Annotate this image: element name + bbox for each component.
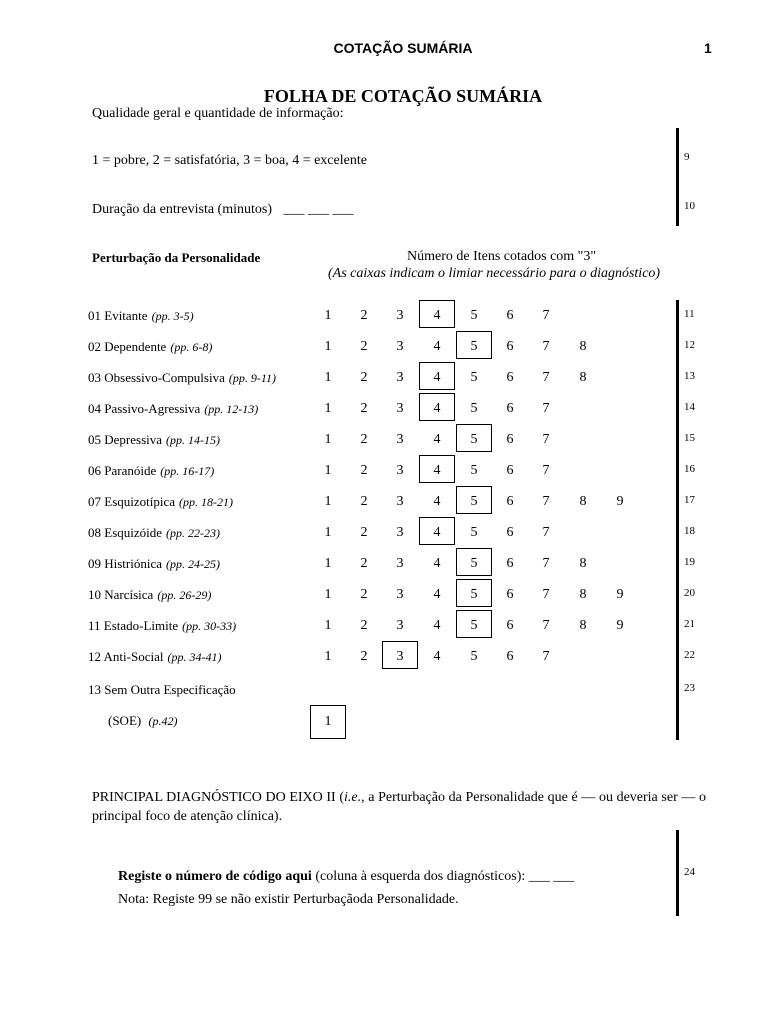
count-option[interactable]: 2: [360, 649, 368, 664]
duration-label: [92, 202, 354, 218]
soe-label: 13 Sem Outra Especificação: [88, 682, 236, 697]
row-pages: (pp. 24-25): [166, 557, 221, 571]
count-option[interactable]: 5: [470, 401, 478, 416]
count-option[interactable]: 3: [396, 556, 404, 571]
count-option[interactable]: 6: [506, 525, 514, 540]
register-code-rest[interactable]: (coluna à esquerda dos diagnósticos): ___ ___: [311, 869, 575, 884]
count-option[interactable]: 3: [396, 525, 404, 540]
count-option[interactable]: 1: [324, 339, 332, 354]
count-option[interactable]: 7: [542, 494, 550, 509]
count-option[interactable]: 1: [324, 401, 332, 416]
count-option[interactable]: 7: [542, 339, 550, 354]
count-option[interactable]: 8: [579, 494, 587, 509]
count-option[interactable]: 7: [542, 401, 550, 416]
count-option[interactable]: 5: [470, 618, 478, 633]
quality-label: Qualidade geral e quantidade de informação:: [92, 106, 344, 121]
row-label-text: 11 Estado-Limite: [88, 618, 179, 633]
threshold-box: [456, 610, 492, 638]
count-option[interactable]: 4: [433, 618, 441, 633]
row-pages: (pp. 26-29): [157, 588, 212, 602]
soe-abbrev: (SOE): [108, 713, 142, 728]
col-header-disorder: Perturbação da Personalidade: [92, 250, 261, 265]
count-option[interactable]: 7: [542, 556, 550, 571]
form-title: FOLHA DE COTAÇÃO SUMÁRIA: [263, 86, 543, 106]
count-option[interactable]: 4: [433, 556, 441, 571]
threshold-box: [456, 548, 492, 576]
count-option[interactable]: 6: [506, 339, 514, 354]
count-option[interactable]: 3: [396, 308, 404, 323]
count-option[interactable]: 8: [579, 556, 587, 571]
quality-scale: 1 = pobre, 2 = satisfatória, 3 = boa, 4 = excelente: [92, 153, 367, 168]
row-code: 12: [684, 339, 695, 351]
row-label: [88, 308, 194, 324]
count-option[interactable]: 1: [324, 618, 332, 633]
count-option[interactable]: 3: [396, 401, 404, 416]
row-label: [88, 494, 233, 510]
count-option[interactable]: 9: [616, 494, 624, 509]
count-option[interactable]: 3: [396, 370, 404, 385]
count-option[interactable]: 7: [542, 308, 550, 323]
register-note: Nota: Registe 99 se não existir Perturbaçãoda Personalidade.: [118, 892, 459, 907]
soe-code: 23: [684, 682, 695, 694]
quality-code: 9: [684, 151, 690, 163]
count-option[interactable]: 5: [470, 339, 478, 354]
row-label-text: 07 Esquizotípica: [88, 494, 176, 509]
count-option[interactable]: 3: [396, 587, 404, 602]
row-label-text: 12 Anti-Social: [88, 649, 164, 664]
count-option[interactable]: 3: [396, 432, 404, 447]
row-pages: (pp. 6-8): [170, 340, 213, 354]
count-option[interactable]: 5: [470, 463, 478, 478]
row-label: [88, 463, 214, 479]
count-option[interactable]: 2: [360, 618, 368, 633]
row-label: [88, 587, 211, 603]
count-option[interactable]: 2: [360, 525, 368, 540]
row-pages: (pp. 16-17): [160, 464, 215, 478]
principal-code: 24: [684, 866, 695, 878]
count-option[interactable]: 4: [433, 339, 441, 354]
row-pages: (pp. 9-11): [228, 371, 276, 385]
register-code-line: [118, 869, 574, 885]
count-option[interactable]: 4: [433, 401, 441, 416]
threshold-box: [419, 455, 455, 483]
count-option[interactable]: 6: [506, 463, 514, 478]
count-option[interactable]: 8: [579, 587, 587, 602]
col-header-note: (As caixas indicam o limiar necessário para o diagnóstico): [328, 266, 661, 281]
count-option[interactable]: 5: [470, 494, 478, 509]
count-option[interactable]: 5: [470, 525, 478, 540]
duration-label-text: Duração da entrevista (minutos): [92, 202, 272, 217]
row-code: 17: [684, 494, 695, 506]
count-option[interactable]: 1: [324, 587, 332, 602]
count-option[interactable]: 6: [506, 494, 514, 509]
count-option[interactable]: 1: [324, 432, 332, 447]
count-option[interactable]: 5: [470, 587, 478, 602]
count-option[interactable]: 1: [324, 370, 332, 385]
row-code: 21: [684, 618, 695, 630]
count-option[interactable]: 6: [506, 308, 514, 323]
page-number: 1: [704, 40, 712, 56]
count-option[interactable]: 2: [360, 339, 368, 354]
row-pages: (pp. 34-41): [167, 650, 222, 664]
count-option[interactable]: 5: [470, 432, 478, 447]
row-code: 20: [684, 587, 695, 599]
row-code: 13: [684, 370, 695, 382]
count-option[interactable]: 1: [324, 308, 332, 323]
code-column-rule-bottom: [676, 830, 679, 916]
count-option[interactable]: 1: [324, 649, 332, 664]
row-pages: (pp. 30-33): [182, 619, 237, 633]
count-option[interactable]: 2: [360, 432, 368, 447]
count-option[interactable]: 4: [433, 494, 441, 509]
count-option[interactable]: 1: [324, 494, 332, 509]
row-code: 14: [684, 401, 695, 413]
count-option[interactable]: 3: [396, 494, 404, 509]
threshold-box: [382, 641, 418, 669]
threshold-box: [456, 579, 492, 607]
row-pages: (pp. 18-21): [179, 495, 234, 509]
row-pages: (pp. 12-13): [204, 402, 259, 416]
register-code-bold: Registe o número de código aqui: [118, 869, 312, 884]
row-label-text: 08 Esquizóide: [88, 525, 163, 540]
row-pages: (pp. 22-23): [166, 526, 221, 540]
row-label: [88, 432, 220, 448]
count-option[interactable]: 7: [542, 649, 550, 664]
count-option[interactable]: 4: [433, 370, 441, 385]
count-option[interactable]: 7: [542, 432, 550, 447]
row-label-text: 02 Dependente: [88, 339, 167, 354]
threshold-box: [456, 486, 492, 514]
row-pages: (pp. 3-5): [151, 309, 194, 323]
row-code: 15: [684, 432, 695, 444]
count-option[interactable]: 4: [433, 587, 441, 602]
count-option[interactable]: 6: [506, 556, 514, 571]
count-option[interactable]: 6: [506, 432, 514, 447]
row-code: 16: [684, 463, 695, 475]
soe-pages: (p.42): [148, 714, 178, 728]
running-header-title: COTAÇÃO SUMÁRIA: [333, 40, 473, 56]
count-option[interactable]: 1: [324, 525, 332, 540]
count-option[interactable]: 2: [360, 494, 368, 509]
count-option[interactable]: 3: [396, 339, 404, 354]
row-label-text: 09 Histriónica: [88, 556, 163, 571]
count-option[interactable]: 6: [506, 370, 514, 385]
count-option[interactable]: 5: [470, 556, 478, 571]
row-label: [88, 370, 276, 386]
count-option[interactable]: 3: [396, 649, 404, 664]
code-column-rule-table: [676, 300, 679, 740]
row-label-text: 03 Obsessivo-Compulsiva: [88, 370, 225, 385]
count-option[interactable]: 8: [579, 618, 587, 633]
principal-text-pre: PRINCIPAL DIAGNÓSTICO DO EIXO II (: [92, 790, 345, 805]
count-option[interactable]: 2: [360, 308, 368, 323]
count-option[interactable]: 7: [542, 525, 550, 540]
count-option[interactable]: 5: [470, 308, 478, 323]
duration-blanks[interactable]: ___ ___ ___: [283, 202, 354, 217]
row-label: [88, 339, 212, 355]
row-label: [88, 556, 220, 572]
count-option[interactable]: 8: [579, 370, 587, 385]
row-pages: (pp. 14-15): [166, 433, 221, 447]
count-option[interactable]: 4: [433, 308, 441, 323]
count-option[interactable]: 1: [324, 556, 332, 571]
count-option[interactable]: 6: [506, 587, 514, 602]
count-option[interactable]: 9: [616, 587, 624, 602]
count-option[interactable]: 1: [324, 463, 332, 478]
count-option[interactable]: 5: [470, 370, 478, 385]
count-option[interactable]: 5: [470, 649, 478, 664]
count-option[interactable]: 8: [579, 339, 587, 354]
threshold-box: [456, 424, 492, 452]
count-option[interactable]: 4: [433, 432, 441, 447]
count-option[interactable]: 2: [360, 556, 368, 571]
row-label: [88, 649, 221, 665]
threshold-box: [456, 331, 492, 359]
soe-count-box[interactable]: 1: [310, 705, 346, 739]
row-label: [88, 401, 258, 417]
count-option[interactable]: 3: [396, 618, 404, 633]
row-label-text: 01 Evitante: [88, 308, 148, 323]
code-column-rule-top: [676, 128, 679, 226]
row-label-text: 04 Passivo-Agressiva: [88, 401, 201, 416]
count-option[interactable]: 6: [506, 401, 514, 416]
row-code: 19: [684, 556, 695, 568]
principal-diagnosis-text: [92, 788, 706, 826]
count-option[interactable]: 7: [542, 370, 550, 385]
count-option[interactable]: 7: [542, 587, 550, 602]
row-label: [88, 618, 236, 634]
count-option[interactable]: 9: [616, 618, 624, 633]
count-option[interactable]: 2: [360, 401, 368, 416]
threshold-box: [419, 517, 455, 545]
col-header-count: Número de Itens cotados com "3": [407, 249, 597, 264]
count-option[interactable]: 4: [433, 463, 441, 478]
count-option[interactable]: 2: [360, 463, 368, 478]
count-option[interactable]: 3: [396, 463, 404, 478]
row-label-text: 10 Narcísica: [88, 587, 154, 602]
threshold-box: [419, 393, 455, 421]
count-option[interactable]: 4: [433, 525, 441, 540]
principal-text-ie: i.e.: [344, 790, 362, 805]
row-label: [88, 525, 220, 541]
count-option[interactable]: 6: [506, 649, 514, 664]
count-option[interactable]: 6: [506, 618, 514, 633]
row-code: 22: [684, 649, 695, 661]
count-option[interactable]: 7: [542, 463, 550, 478]
count-option[interactable]: 2: [360, 370, 368, 385]
principal-text-post: , a Perturbação da Personalidade que é — ou deveria ser — o principal foco de atenção clínica).: [92, 790, 706, 824]
soe-sublabel: [108, 713, 177, 729]
threshold-box: [419, 300, 455, 328]
row-code: 11: [684, 308, 695, 320]
count-option[interactable]: 2: [360, 587, 368, 602]
threshold-box: [419, 362, 455, 390]
row-label-text: 06 Paranóide: [88, 463, 157, 478]
duration-code: 10: [684, 200, 695, 212]
count-option[interactable]: 4: [433, 649, 441, 664]
row-label-text: 05 Depressiva: [88, 432, 163, 447]
row-code: 18: [684, 525, 695, 537]
count-option[interactable]: 7: [542, 618, 550, 633]
